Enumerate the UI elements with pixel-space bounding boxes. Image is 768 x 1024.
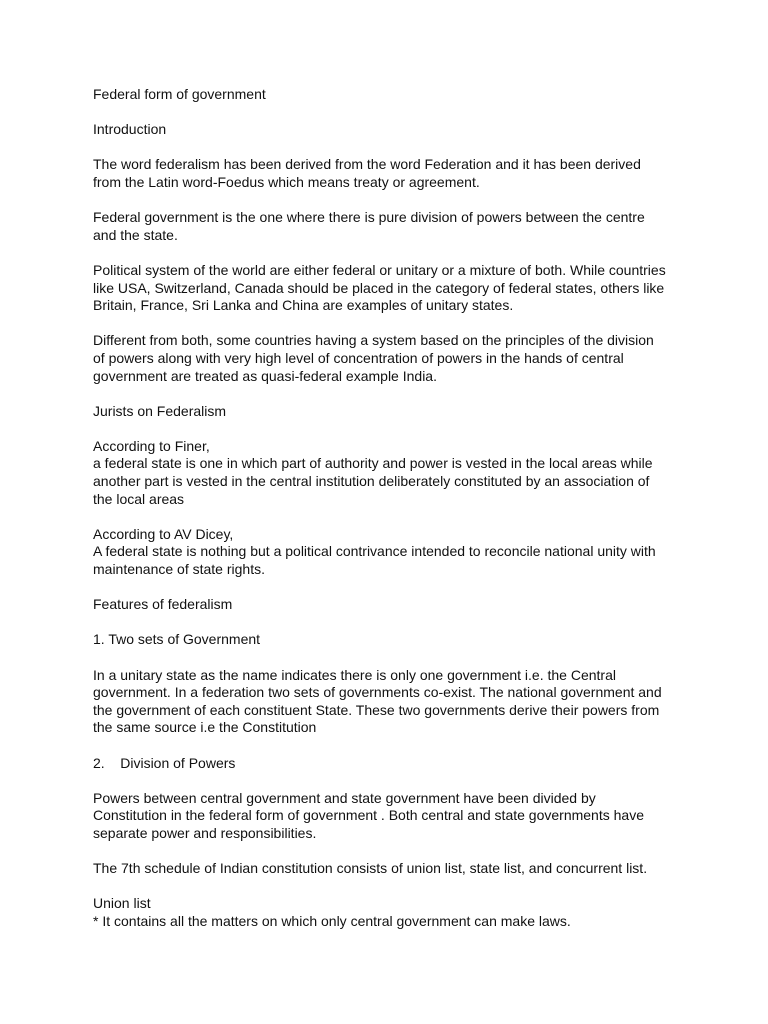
paragraph	[93, 631, 683, 649]
text-line: The 7th schedule of Indian constitution consists of union list, state list, and concurrent list.	[93, 860, 648, 877]
text-line: Political system of the world are either federal or unitary or a mixture of both. While countries	[93, 261, 666, 278]
text-line: Jurists on Federalism	[93, 402, 227, 419]
text-line: 2. Division of Powers	[93, 754, 236, 771]
text-line: Union list	[93, 895, 151, 912]
text-line: Different from both, some countries having a system based on the principles of the division	[93, 332, 654, 349]
text-line: and the state.	[93, 226, 178, 243]
text-line: 1. Two sets of Government	[93, 631, 261, 648]
text-line: Constitution in the federal form of government . Both central and state governments have	[93, 807, 644, 824]
text-line: of powers along with very high level of concentration of powers in the hands of central	[93, 349, 624, 366]
paragraph	[93, 262, 683, 315]
paragraph	[93, 209, 683, 244]
paragraph	[93, 667, 683, 737]
paragraph	[93, 895, 683, 930]
document-body	[93, 86, 683, 948]
text-line: A federal state is nothing but a political contrivance intended to reconcile national unity with	[93, 543, 656, 560]
text-line: government. In a federation two sets of governments co-exist. The national government and	[93, 684, 662, 701]
text-line: According to Finer,	[93, 437, 210, 454]
text-line: a federal state is one in which part of authority and power is vested in the local areas while	[93, 455, 653, 472]
text-line: Introduction	[93, 121, 167, 138]
paragraph	[93, 438, 683, 508]
text-line: * It contains all the matters on which only central government can make laws.	[93, 912, 571, 929]
paragraph	[93, 403, 683, 421]
paragraph	[93, 121, 683, 139]
text-line: According to AV Dicey,	[93, 525, 234, 542]
text-line: Features of federalism	[93, 596, 233, 613]
text-line: another part is vested in the central institution deliberately constituted by an association of	[93, 473, 650, 490]
text-line: the same source i.e the Constitution	[93, 719, 317, 736]
paragraph	[93, 755, 683, 773]
text-line: Federal government is the one where there is pure division of powers between the centre	[93, 209, 645, 226]
text-line: from the Latin word-Foedus which means treaty or agreement.	[93, 173, 480, 190]
text-line: separate power and responsibilities.	[93, 824, 317, 841]
text-line: Powers between central government and state government have been divided by	[93, 789, 596, 806]
paragraph	[93, 596, 683, 614]
text-line: the local areas	[93, 490, 185, 507]
text-line: the government of each constituent State. These two governments derive their powers from	[93, 701, 660, 718]
document-title-text: Federal form of government	[93, 86, 266, 102]
paragraph-list	[93, 121, 683, 930]
paragraph	[93, 526, 683, 579]
paragraph	[93, 860, 683, 878]
paragraph	[93, 156, 683, 191]
paragraph	[93, 332, 683, 385]
text-line: maintenance of state rights.	[93, 561, 265, 578]
text-line: like USA, Switzerland, Canada should be placed in the category of federal states, others like	[93, 279, 665, 296]
text-line: Britain, France, Sri Lanka and China are examples of unitary states.	[93, 297, 514, 314]
text-line: The word federalism has been derived from the word Federation and it has been derived	[93, 156, 641, 173]
paragraph	[93, 790, 683, 843]
text-line: In a unitary state as the name indicates there is only one government i.e. the Central	[93, 666, 616, 683]
text-line: government are treated as quasi-federal example India.	[93, 367, 437, 384]
document-title	[93, 86, 683, 104]
